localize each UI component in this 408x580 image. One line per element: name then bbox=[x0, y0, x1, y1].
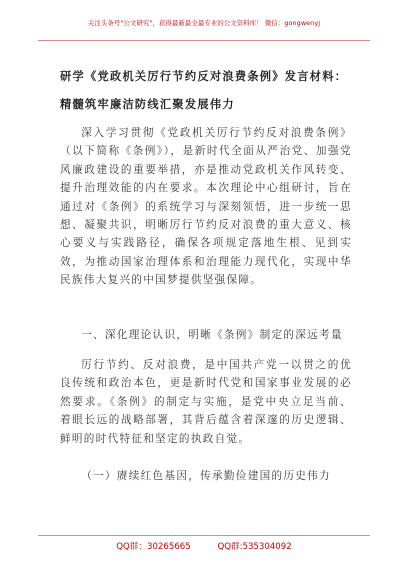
header-notice: 关注头条号"公文研究"，获得最新最全最专业的公文资料库！ 微信：gongwenyj bbox=[87, 19, 321, 27]
footer-divider bbox=[38, 535, 370, 536]
footer-qq-group-2: QQ群:535304092 bbox=[217, 542, 292, 552]
paragraph-section-1: 厉行节约、反对浪费，是中国共产党一以贯之的优良传统和政治本色，更是新时代党和国家事业发展的必然要求。《条例》的制定与实施，是党中央立足当前、着眼长远的战略部署，其背后蕴含着深邃的历史逻辑、鲜明的时代特征和坚定的执政自觉。 bbox=[60, 359, 352, 445]
header-divider bbox=[38, 40, 370, 41]
paragraph-intro: 深入学习贯彻《党政机关厉行节约反对浪费条例》（以下简称《条例》），是新时代全面从严治党、加强党风廉政建设的重要举措，亦是推动党政机关作风转变、提升治理效能的内在要求。本次理论中心组研讨，旨在通过对《条例》的系统学习与深刻领悟，进一步统一思想、凝聚共识，明晰厉行节约反对浪费的重大意义、核心要义与实践路径，确保各项规定落地生根、见到实效，为推动国家治理体系和治理能力现代化，实现中华民族伟大复兴的中国梦提供坚强保障。 bbox=[60, 127, 352, 287]
document-title: 研学《党政机关厉行节约反对浪费条例》发言材料：精髓筑牢廉洁防线汇聚发展伟力 bbox=[60, 70, 348, 111]
subsection-heading-1: （一）赓续红色基因，传承勤俭建国的历史伟力 bbox=[81, 470, 331, 482]
footer bbox=[0, 540, 408, 552]
footer-qq-group-1: QQ群：30265665 bbox=[116, 542, 191, 552]
section-heading-1: 一、深化理论认识，明晰《条例》制定的深远考量 bbox=[81, 329, 343, 341]
